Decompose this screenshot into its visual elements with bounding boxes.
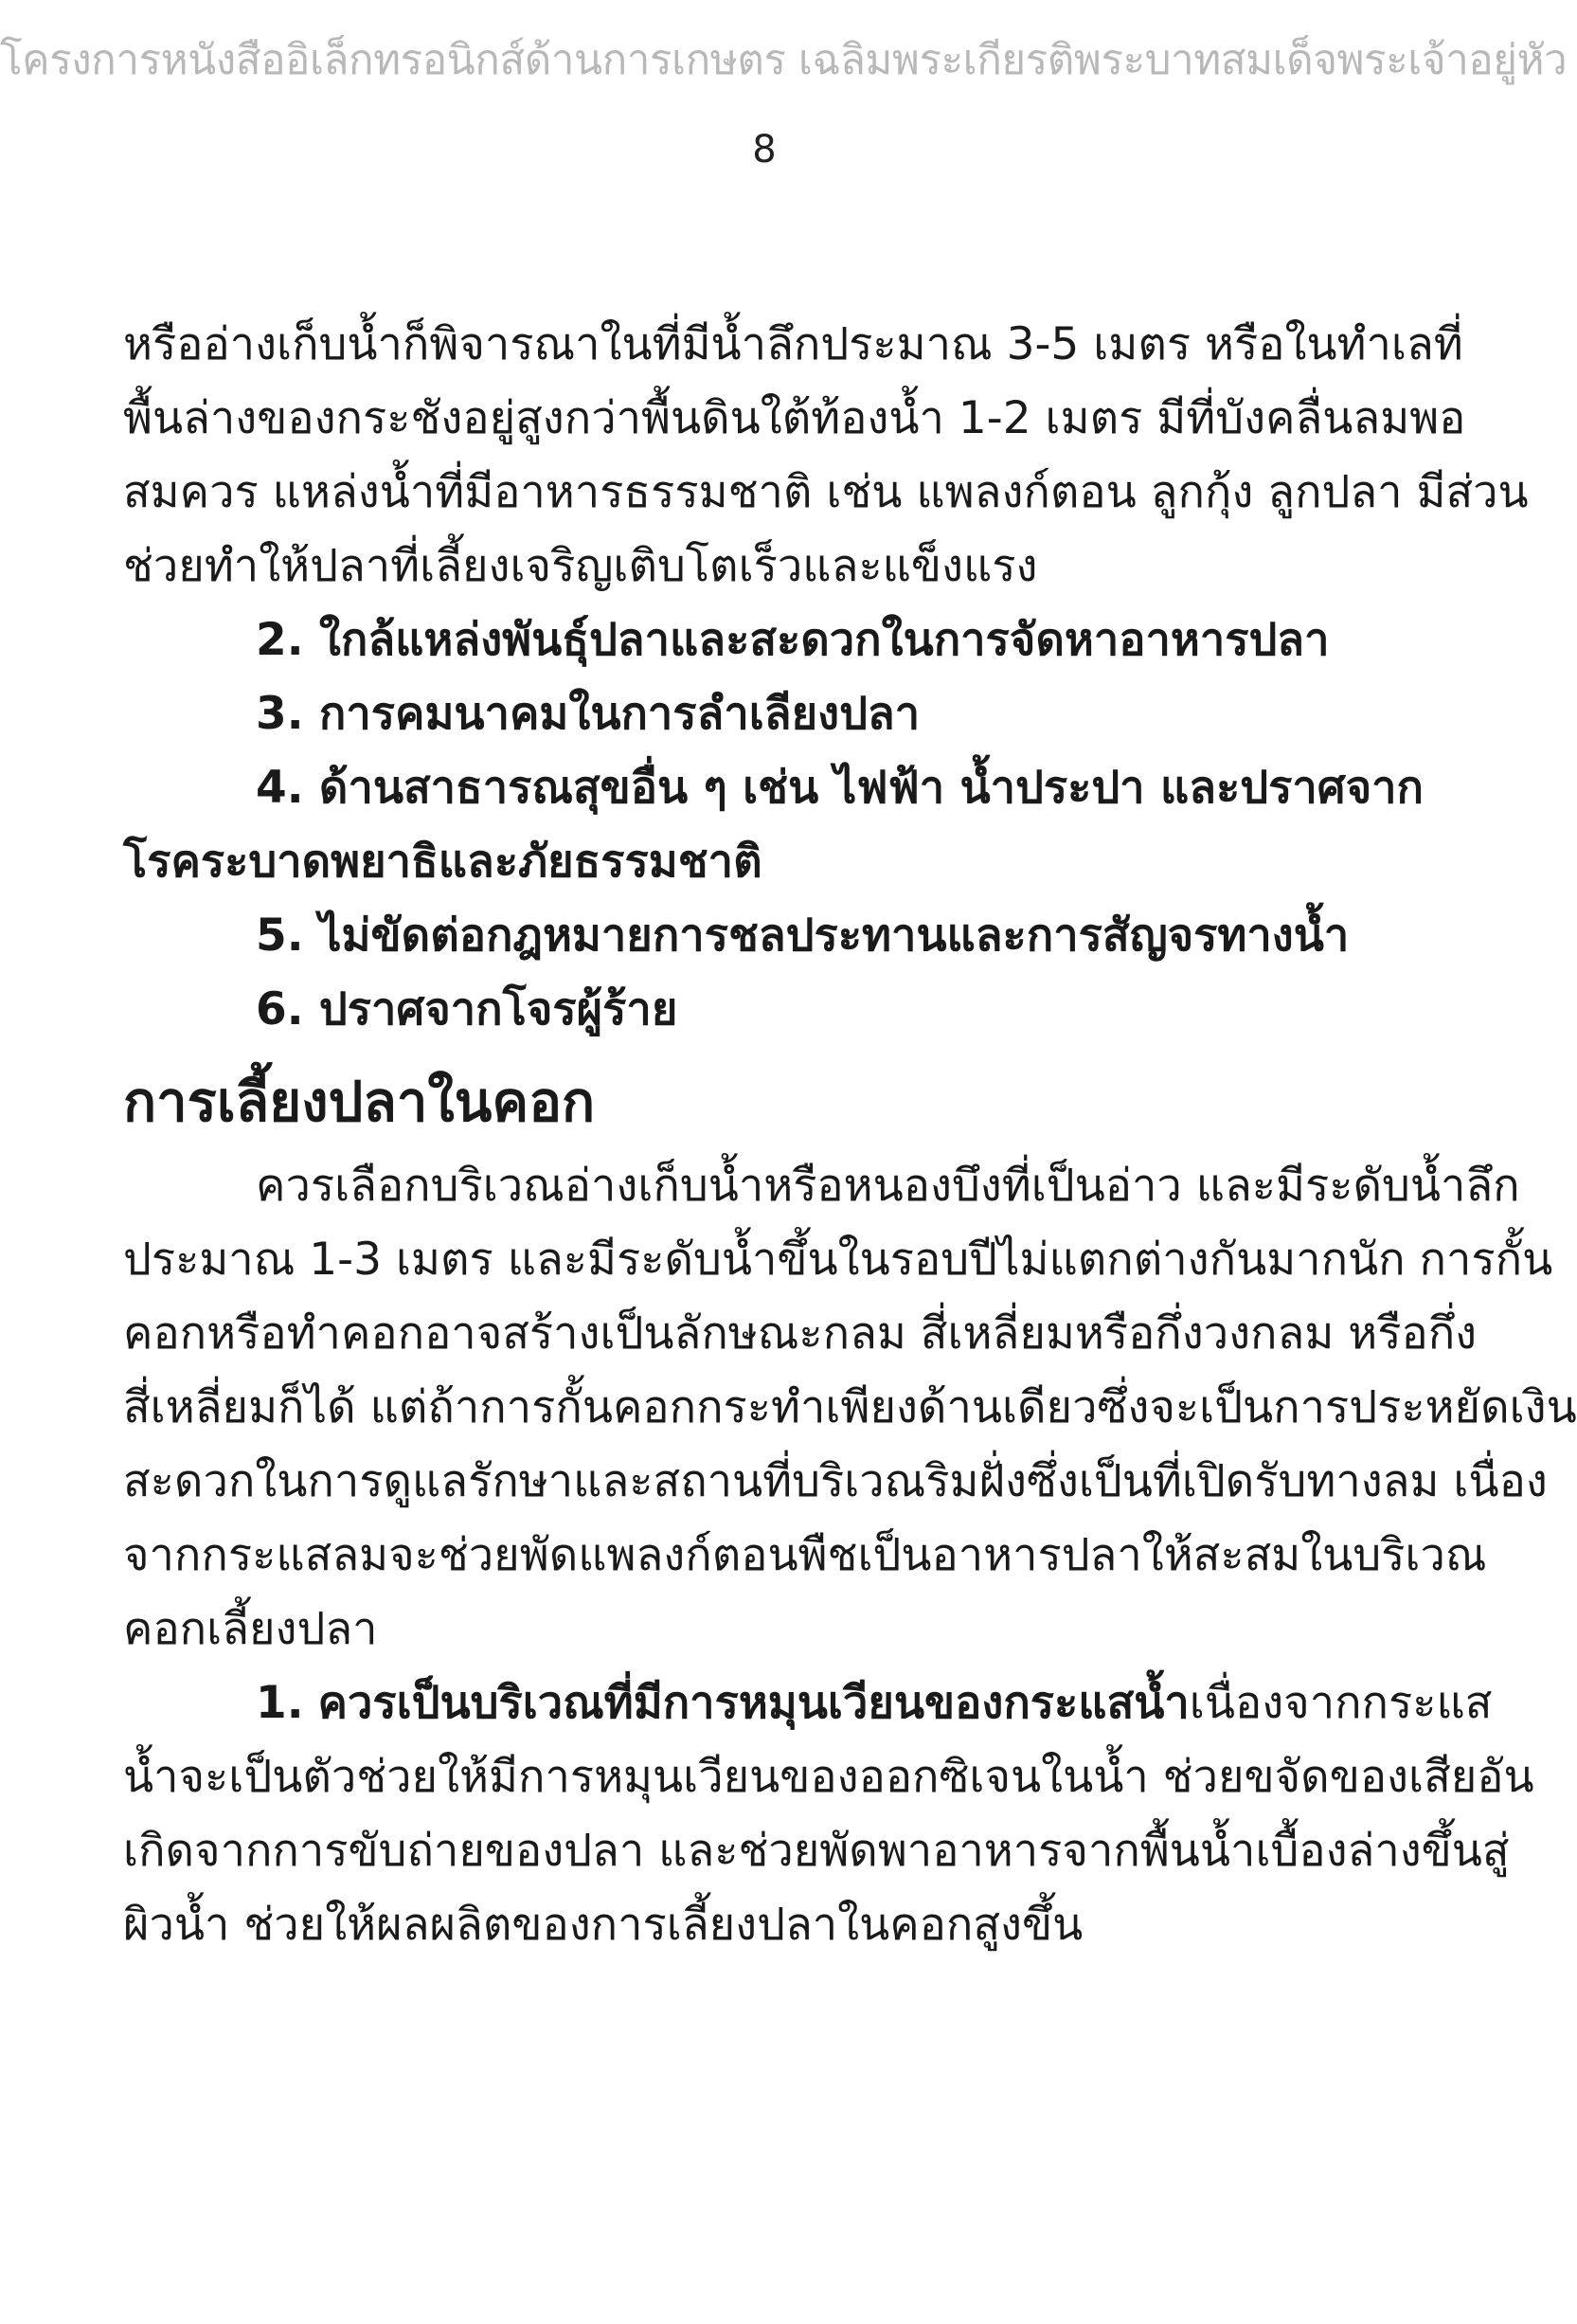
list-item: 3. การคมนาคมในการลำเลียงปลา bbox=[256, 688, 921, 740]
paragraph-line: สี่เหลี่ยมก็ได้ แต่ถ้าการกั้นคอกกระทำเพียงด้านเดียวซึ่งจะเป็นการประหยัดเงิน bbox=[123, 1381, 1577, 1433]
point-1-title: ควรเป็นบริเวณที่มีการหมุนเวียนของกระแสน้ำ bbox=[317, 1677, 1190, 1729]
page-body bbox=[123, 308, 1577, 1962]
point-1-number: 1. bbox=[256, 1677, 304, 1729]
list-item-continuation: โรคระบาดพยาธิและภัยธรรมชาติ bbox=[123, 836, 762, 888]
paragraph-line: เกิดจากการขับถ่ายของปลา และช่วยพัดพาอาหารจากพื้นน้ำเบื้องล่างขึ้นสู่ bbox=[123, 1825, 1510, 1877]
point-1-text-start: เนื่องจากกระแส bbox=[1189, 1677, 1493, 1729]
list-item: 6. ปราศจากโจรผู้ร้าย bbox=[256, 983, 678, 1036]
paragraph-line: สะดวกในการดูแลรักษาและสถานที่บริเวณริมฝั่งซึ่งเป็นที่เปิดรับทางลม เนื่อง bbox=[123, 1455, 1548, 1507]
list-item: 2. ใกล้แหล่งพันธุ์ปลาและสะดวกในการจัดหาอาหารปลา bbox=[256, 614, 1330, 666]
point-1-lead bbox=[256, 1666, 1190, 1740]
paragraph-line: น้ำจะเป็นตัวช่วยให้มีการหมุนเวียนของออกซิเจนในน้ำ ช่วยขจัดของเสียอัน bbox=[123, 1751, 1534, 1803]
paragraph-line: หรืออ่างเก็บน้ำก็พิจารณาในที่มีน้ำลึกประมาณ 3-5 เมตร หรือในทำเลที่ bbox=[123, 318, 1463, 370]
section-paragraph bbox=[123, 1149, 1577, 1666]
list-item: 4. ด้านสาธารณสุขอื่น ๆ เช่น ไฟฟ้า น้ำประปา และปราศจาก bbox=[256, 762, 1424, 814]
point-1-first-line bbox=[123, 1666, 1493, 1740]
section-heading: การเลี้ยงปลาในคอก bbox=[123, 1070, 596, 1134]
point-1 bbox=[123, 1666, 1534, 1962]
paragraph-line: พื้นล่างของกระชังอยู่สูงกว่าพื้นดินใต้ท้องน้ำ 1-2 เมตร มีที่บังคลื่นลมพอ bbox=[123, 392, 1466, 444]
intro-paragraph bbox=[123, 308, 1529, 604]
paragraph-line: จากกระแสลมจะช่วยพัดแพลงก์ตอนพืชเป็นอาหารปลาให้สะสมในบริเวณ bbox=[123, 1529, 1487, 1581]
paragraph-line: คอกเลี้ยงปลา bbox=[123, 1603, 378, 1655]
page-number: 8 bbox=[752, 128, 777, 171]
paragraph-line: สมควร แหล่งน้ำที่มีอาหารธรรมชาติ เช่น แพลงก์ตอน ลูกกุ้ง ลูกปลา มีส่วน bbox=[123, 466, 1529, 518]
running-header: โครงการหนังสืออิเล็กทรอนิกส์ด้านการเกษตร เฉลิมพระเกียรติพระบาทสมเด็จพระเจ้าอยู่หัว bbox=[0, 36, 1568, 84]
paragraph-line: คอกหรือทำคอกอาจสร้างเป็นลักษณะกลม สี่เหลี่ยมหรือกึ่งวงกลม หรือกึ่ง bbox=[123, 1307, 1478, 1360]
paragraph-line: ช่วยทำให้ปลาที่เลี้ยงเจริญเติบโตเร็วและแข็งแรง bbox=[123, 540, 1038, 592]
requirements-list bbox=[123, 604, 1424, 1047]
list-item: 5. ไม่ขัดต่อกฎหมายการชลประทานและการสัญจรทางน้ำ bbox=[256, 910, 1350, 962]
paragraph-line: ควรเลือกบริเวณอ่างเก็บน้ำหรือหนองบึงที่เป็นอ่าว และมีระดับน้ำลึก bbox=[256, 1160, 1520, 1212]
paragraph-line: ประมาณ 1-3 เมตร และมีระดับน้ำขึ้นในรอบปีไม่แตกต่างกันมากนัก การกั้น bbox=[123, 1234, 1553, 1286]
paragraph-line: ผิวน้ำ ช่วยให้ผลผลิตของการเลี้ยงปลาในคอกสูงขึ้น bbox=[123, 1899, 1084, 1951]
